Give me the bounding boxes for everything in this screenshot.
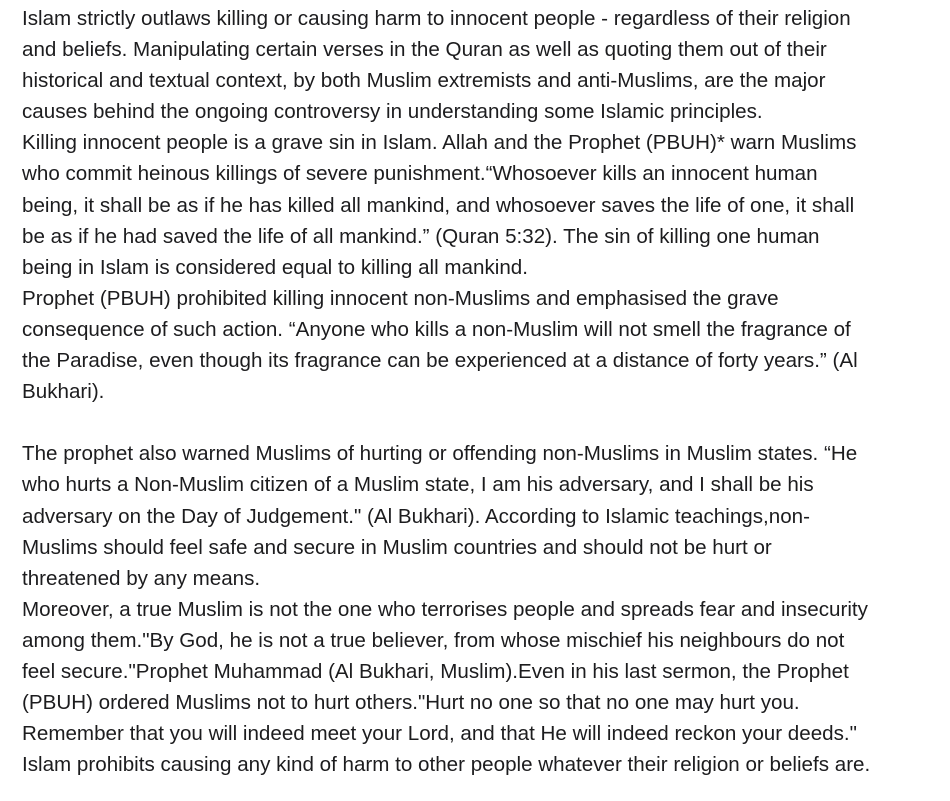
text-line: historical and textual context, by both Muslim extremists and anti-Muslims, are the major [22, 69, 826, 93]
text-line: Remember that you will indeed meet your Lord, and that He will indeed reckon your deeds." [22, 722, 857, 746]
text-line: threatened by any means. [22, 566, 261, 590]
text-line: feel secure."Prophet Muhammad (Al Bukhari, Muslim).Even in his last sermon, the Prophet [22, 659, 849, 683]
paragraph-harm-outlawed [22, 3, 942, 127]
text-line: consequence of such action. “Anyone who kills a non-Muslim will not smell the fragrance of [22, 317, 851, 341]
text-line: the Paradise, even though its fragrance can be experienced at a distance of forty years.” (Al [22, 349, 858, 373]
text-line: Bukhari). [22, 380, 105, 404]
text-line: who hurts a Non-Muslim citizen of a Muslim state, I am his adversary, and I shall be his [22, 473, 814, 497]
text-line: Killing innocent people is a grave sin in Islam. Allah and the Prophet (PBUH)* warn Muslims [22, 131, 857, 155]
text-line: The prophet also warned Muslims of hurting or offending non-Muslims in Muslim states. “He [22, 442, 858, 466]
text-line: Islam strictly outlaws killing or causing harm to innocent people - regardless of their religion [22, 7, 851, 30]
paragraph-grave-sin [22, 127, 942, 282]
text-line: causes behind the ongoing controversy in understanding some Islamic principles. [22, 100, 763, 124]
text-line: adversary on the Day of Judgement." (Al Bukhari). According to Islamic teachings,non- [22, 504, 810, 528]
text-line: who commit heinous killings of severe punishment.“Whosoever kills an innocent human [22, 162, 818, 186]
text-line: being, it shall be as if he has killed all mankind, and whosoever saves the life of one, it shall [22, 193, 855, 217]
text-line: Muslims should feel safe and secure in Muslim countries and should not be hurt or [22, 535, 772, 559]
text-line: Prophet (PBUH) prohibited killing innocent non-Muslims and emphasised the grave [22, 286, 779, 310]
text-line: Islam prohibits causing any kind of harm to other people whatever their religion or beliefs are. [22, 753, 871, 777]
text-line: among them."By God, he is not a true believer, from whose mischief his neighbours do not [22, 628, 845, 652]
paragraph-non-muslims-killing [22, 283, 942, 407]
text-line: and beliefs. Manipulating certain verses in the Quran as well as quoting them out of their [22, 38, 827, 62]
paragraph-hurting-non-muslims [22, 438, 942, 593]
text-line: being in Islam is considered equal to killing all mankind. [22, 255, 528, 279]
paragraph-spacer [22, 407, 942, 438]
paragraph-true-muslim [22, 594, 942, 781]
document-body [22, 3, 942, 780]
text-line: be as if he had saved the life of all mankind.” (Quran 5:32). The sin of killing one human [22, 224, 820, 248]
text-line: (PBUH) ordered Muslims not to hurt others."Hurt no one so that no one may hurt you. [22, 691, 800, 715]
text-line: Moreover, a true Muslim is not the one who terrorises people and spreads fear and insecurity [22, 597, 868, 621]
